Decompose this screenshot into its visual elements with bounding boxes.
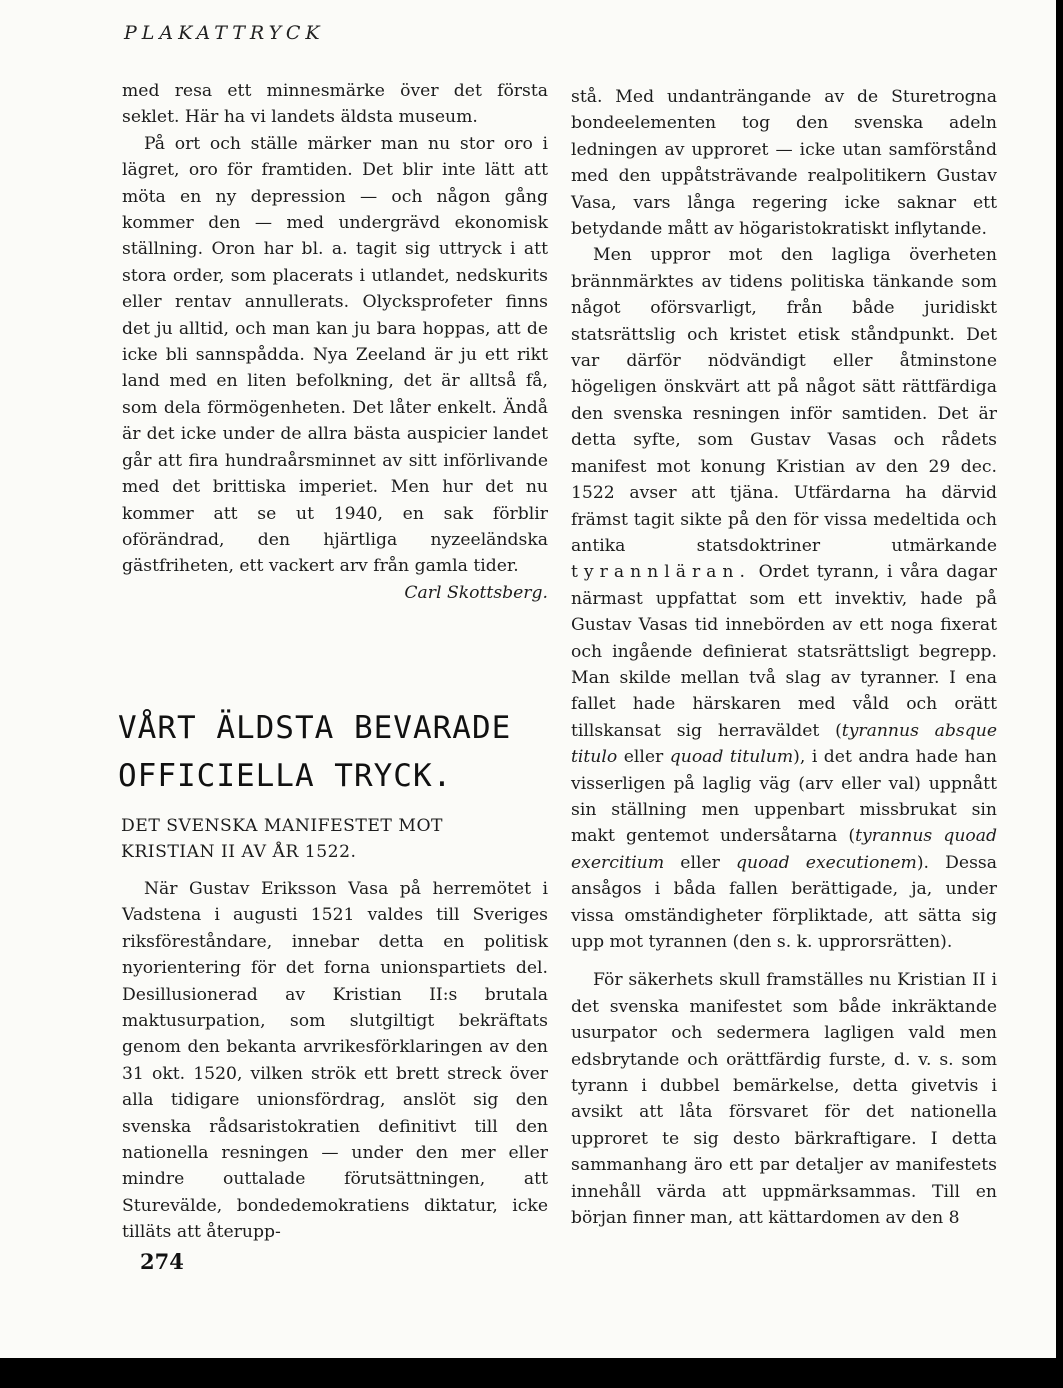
text-run: eller <box>617 747 670 768</box>
text-run: ). Dessa ansågos i båda fallen berättigade, ja, under vissa omständigheter förpliktade, att sätta sig upp mot tyrannen (den s. k. upprorsrätten). <box>571 852 997 952</box>
scan-border-bottom <box>0 1358 1063 1388</box>
text-run: eller <box>664 852 736 873</box>
article-title <box>118 704 558 800</box>
paragraph: På ort och ställe märker man nu stor oro i lägret, oro för framtiden. Det blir inte lätt att möta en ny depression — och någon gång kommer den — med undergrävd ekonomisk ställning. Oron har bl. a. tagit sig uttryck i att stora order, som placerats i utlandet, nedskurits eller rentav annullerats. Olycksprofeter finns det ju alltid, och man kan ju bara hoppas, att de icke bli sannspådda. Nya Zeeland är ju ett rikt land med en liten befolkning, det är alltså få, som dela förmögenheten. Det låter enkelt. Ändå är det icke under de allra bästa auspicier landet går att fira hundraårsminnet av sitt införlivande med det brittiska imperiet. Men hur det nu kommer att se ut 1940, en sak förblir oförändrad, den hjärtliga nyzeeländska gästfriheten, ett vackert arv från gamla tider. <box>122 133 548 577</box>
running-head: PLAKATTRYCK <box>124 22 325 44</box>
page-number: 274 <box>140 1249 184 1274</box>
latin-term: quoad executionem <box>736 852 917 873</box>
author-signature: Carl Skottsberg. <box>404 582 548 603</box>
latin-term: quoad titulum <box>669 747 794 768</box>
left-column <box>122 78 548 606</box>
article-title-line: OFFICIELLA TRYCK. <box>118 758 453 794</box>
emphasis-spaced: tyrannläran. <box>571 562 751 583</box>
article-subtitle-line: KRISTIAN II AV ÅR 1522. <box>121 842 357 863</box>
paragraph: För säkerhets skull framställes nu Kristian II i det svenska manifestet som både inkräktande usurpator och sedermera lagligen vald men edsbrytande och orättfärdig furste, d. v. s. som tyrann i dubbel bemärkelse, detta givetvis i avsikt att låta försvaret för det nationella upproret te sig desto bärkraftigare. I detta sammanhang äro ett par detaljer av manifestets innehåll värda att uppmärksammas. Till en början finner man, att kättardomen av den 8 <box>571 970 997 1229</box>
article-intro <box>122 876 548 1246</box>
paragraph <box>571 242 997 955</box>
text-run: Men uppror mot den lagliga överheten brännmärktes av tidens politiska tänkande som något oförsvarligt, från både juridiskt statsrättslig och kristet etisk ståndpunkt. Det var därför nödvändigt eller åtminstone högeligen önskvärt att på något sätt rättfärdiga den svenska resningen inför samtiden. Det är detta syfte, som Gustav Vasas och rådets manifest mot konung Kristian av den 29 dec. 1522 avser att tjäna. Utfärdarna ha därvid främst tagit sikte på den för vissa medeltida och antika statsdoktriner utmärkande <box>571 245 997 556</box>
article-subtitle-line: DET SVENSKA MANIFESTET MOT <box>121 816 443 836</box>
scan-border-right <box>1056 0 1063 1360</box>
text-run: ), i det andra hade han visserligen på laglig väg (arv eller val) uppnått sin ställning men uppenbart missbrukat sin makt gentemot undersåtarna ( <box>571 747 997 847</box>
paragraph: stå. Med undanträngande av de Sturetrogna bondeelementen tog den svenska adeln ledningen av upproret — icke utan samförstånd med den uppåtsträvande realpolitikern Gustav Vasa, vars långa regering icke saknar ett betydande mått av högaristokratiskt inflytande. <box>571 87 997 240</box>
paragraph: med resa ett minnesmärke över det första seklet. Här ha vi landets äldsta museum. <box>122 81 548 128</box>
right-column <box>571 84 997 1231</box>
text-run: Ordet tyrann, i våra dagar närmast uppfattat som ett invektiv, hade på Gustav Vasas tid innebörden av ett noga fixerat och ingående definierat statsrättsligt begrepp. Man skilde mellan två slag av tyranner. I ena fallet hade härskaren med våld och orätt tillskansat sig herraväldet ( <box>571 562 997 741</box>
paragraph: När Gustav Eriksson Vasa på herremötet i Vadstena i augusti 1521 valdes till Sveriges riksföreståndare, innebar detta en politisk nyorientering för det forna unionspartiets del. Desillusionerad av Kristian II:s brutala maktusurpation, som slutgiltigt bekräftats genom den bekanta arvrikesförklaringen av den 31 okt. 1520, vilken strök ett brett streck över alla tidigare unionsfördrag, anslöt sig den svenska rådsaristokratien definitivt till den nationella resningen — under den mer eller mindre outtalade förutsättningen, att Sturevälde, bondedemokratiens diktatur, icke tilläts att återupp- <box>122 879 548 1243</box>
article-subtitle <box>121 813 551 866</box>
article-title-line: VÅRT ÄLDSTA BEVARADE <box>118 710 512 746</box>
latin-term: tyrannus absque titulo <box>571 720 997 768</box>
latin-term: tyrannus quoad exercitium <box>571 826 997 873</box>
